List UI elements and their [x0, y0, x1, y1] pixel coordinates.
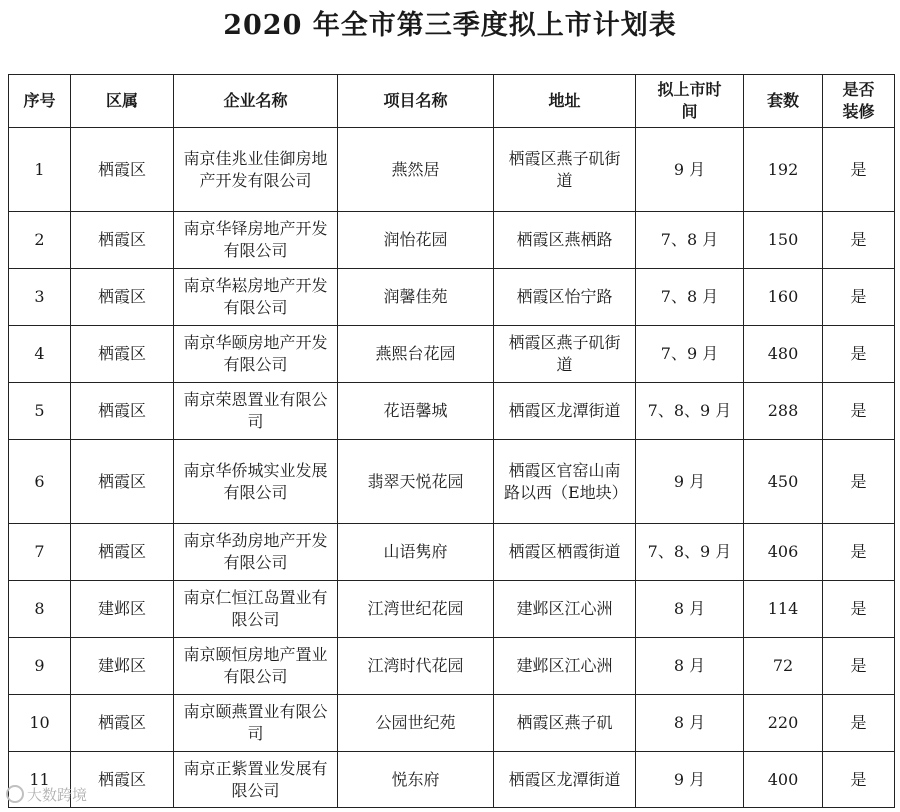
header-row [9, 75, 895, 128]
watermark [6, 784, 87, 805]
row-units: 114 [744, 581, 823, 638]
row-time: 7、9 月 [636, 326, 744, 383]
row-company: 南京荣恩置业有限公司 [174, 383, 338, 440]
row-decorated: 是 [823, 440, 895, 524]
row-district: 栖霞区 [71, 212, 174, 269]
row-project: 花语馨城 [338, 383, 494, 440]
row-company: 南京仁恒江岛置业有限公司 [174, 581, 338, 638]
row-time: 7、8、9 月 [636, 524, 744, 581]
row-address: 栖霞区龙潭街道 [494, 752, 636, 808]
row-address: 建邺区江心洲 [494, 581, 636, 638]
row-no: 2 [9, 212, 71, 269]
row-project: 山语隽府 [338, 524, 494, 581]
row-company: 南京正紫置业发展有限公司 [174, 752, 338, 808]
row-decorated: 是 [823, 383, 895, 440]
table-row [9, 212, 895, 269]
row-address: 栖霞区燕子矶街道 [494, 326, 636, 383]
row-company: 南京华侨城实业发展有限公司 [174, 440, 338, 524]
row-decorated: 是 [823, 326, 895, 383]
row-units: 480 [744, 326, 823, 383]
row-district: 栖霞区 [71, 269, 174, 326]
header-no: 序号 [9, 75, 71, 128]
table-row [9, 524, 895, 581]
plan-table [8, 74, 895, 808]
row-company: 南京华劲房地产开发有限公司 [174, 524, 338, 581]
row-company: 南京华颐房地产开发有限公司 [174, 326, 338, 383]
row-district: 栖霞区 [71, 752, 174, 808]
row-time: 8 月 [636, 581, 744, 638]
row-district: 栖霞区 [71, 128, 174, 212]
row-units: 406 [744, 524, 823, 581]
header-project: 项目名称 [338, 75, 494, 128]
table-row [9, 440, 895, 524]
row-no: 10 [9, 695, 71, 752]
row-district: 栖霞区 [71, 695, 174, 752]
row-district: 建邺区 [71, 581, 174, 638]
row-address: 建邺区江心洲 [494, 638, 636, 695]
row-company: 南京颐恒房地产置业有限公司 [174, 638, 338, 695]
row-units: 450 [744, 440, 823, 524]
header-units: 套数 [744, 75, 823, 128]
table-row [9, 581, 895, 638]
table-row [9, 326, 895, 383]
row-address: 栖霞区官窑山南路以西（E地块） [494, 440, 636, 524]
table-row [9, 128, 895, 212]
row-district: 栖霞区 [71, 326, 174, 383]
row-decorated: 是 [823, 128, 895, 212]
row-decorated: 是 [823, 212, 895, 269]
row-no: 9 [9, 638, 71, 695]
row-district: 栖霞区 [71, 383, 174, 440]
table-row [9, 695, 895, 752]
row-project: 润怡花园 [338, 212, 494, 269]
page-title: 2020 年全市第三季度拟上市计划表 [223, 10, 677, 41]
row-units: 160 [744, 269, 823, 326]
row-address: 栖霞区燕子矶街道 [494, 128, 636, 212]
row-time: 7、8 月 [636, 212, 744, 269]
row-district: 建邺区 [71, 638, 174, 695]
row-time: 9 月 [636, 128, 744, 212]
row-decorated: 是 [823, 581, 895, 638]
row-units: 192 [744, 128, 823, 212]
row-address: 栖霞区燕子矶 [494, 695, 636, 752]
row-time: 9 月 [636, 440, 744, 524]
row-units: 72 [744, 638, 823, 695]
table-row [9, 383, 895, 440]
row-no: 6 [9, 440, 71, 524]
row-decorated: 是 [823, 752, 895, 808]
watermark-text: 大数跨境 [27, 786, 88, 804]
row-project: 公园世纪苑 [338, 695, 494, 752]
row-no: 3 [9, 269, 71, 326]
row-company: 南京颐燕置业有限公司 [174, 695, 338, 752]
row-decorated: 是 [823, 695, 895, 752]
table-row [9, 638, 895, 695]
header-decorated: 是否装修 [823, 75, 895, 128]
row-no: 1 [9, 128, 71, 212]
row-company: 南京佳兆业佳御房地产开发有限公司 [174, 128, 338, 212]
table-row [9, 269, 895, 326]
row-address: 栖霞区燕栖路 [494, 212, 636, 269]
header-company: 企业名称 [174, 75, 338, 128]
row-address: 栖霞区怡宁路 [494, 269, 636, 326]
row-time: 7、8、9 月 [636, 383, 744, 440]
row-district: 栖霞区 [71, 440, 174, 524]
row-time: 9 月 [636, 752, 744, 808]
row-project: 翡翠天悦花园 [338, 440, 494, 524]
row-project: 润馨佳苑 [338, 269, 494, 326]
row-company: 南京华崧房地产开发有限公司 [174, 269, 338, 326]
row-no: 11 [9, 752, 71, 808]
row-district: 栖霞区 [71, 524, 174, 581]
row-no: 4 [9, 326, 71, 383]
row-project: 燕熙台花园 [338, 326, 494, 383]
row-units: 220 [744, 695, 823, 752]
row-time: 7、8 月 [636, 269, 744, 326]
row-units: 400 [744, 752, 823, 808]
table-row [9, 752, 895, 808]
row-decorated: 是 [823, 638, 895, 695]
row-no: 5 [9, 383, 71, 440]
header-time: 拟上市时间 [636, 75, 744, 128]
row-project: 江湾世纪花园 [338, 581, 494, 638]
row-address: 栖霞区栖霞街道 [494, 524, 636, 581]
watermark-logo-icon [6, 785, 24, 803]
row-project: 燕然居 [338, 128, 494, 212]
row-project: 江湾时代花园 [338, 638, 494, 695]
row-address: 栖霞区龙潭街道 [494, 383, 636, 440]
row-units: 150 [744, 212, 823, 269]
row-time: 8 月 [636, 695, 744, 752]
row-decorated: 是 [823, 524, 895, 581]
header-address: 地址 [494, 75, 636, 128]
row-time: 8 月 [636, 638, 744, 695]
row-company: 南京华铎房地产开发有限公司 [174, 212, 338, 269]
row-units: 288 [744, 383, 823, 440]
row-decorated: 是 [823, 269, 895, 326]
row-project: 悦东府 [338, 752, 494, 808]
header-district: 区属 [71, 75, 174, 128]
row-no: 8 [9, 581, 71, 638]
row-no: 7 [9, 524, 71, 581]
